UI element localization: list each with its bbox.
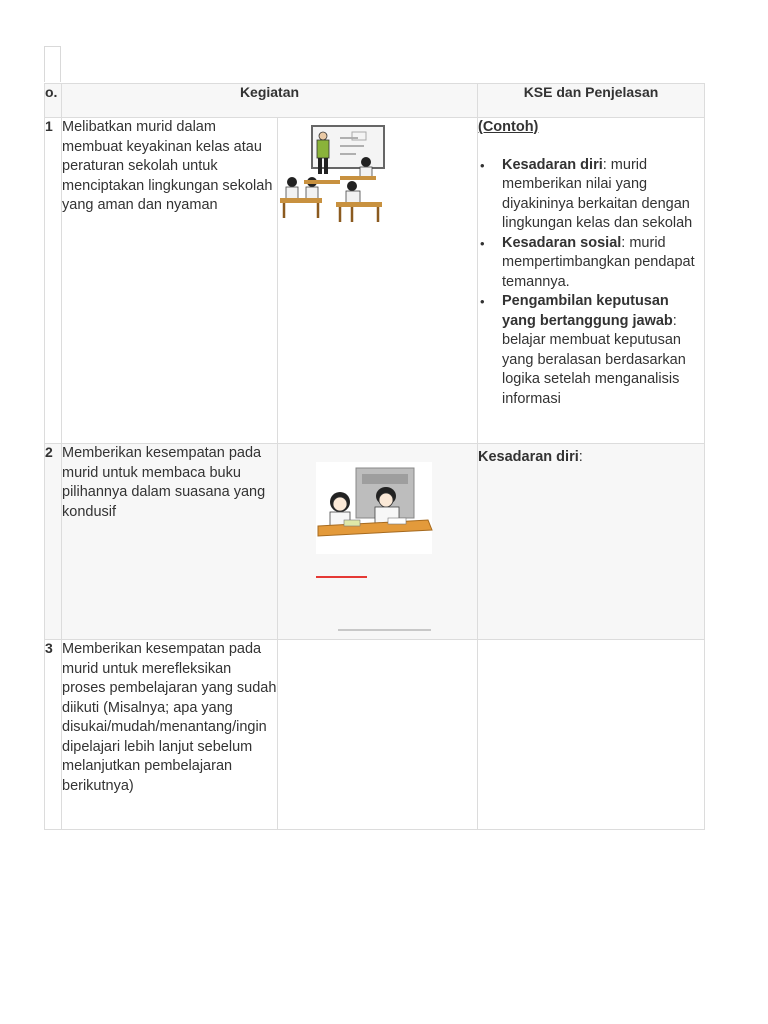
kse-cell <box>478 444 705 640</box>
activity-text: Melibatkan murid dalam membuat keyakinan kelas atau peraturan sekolah untuk menciptakan lingkungan sekolah yang aman dan nyaman <box>62 118 278 444</box>
kse-point-title: Pengambilan keputusan yang bertanggung jawab <box>502 293 673 329</box>
kse-point-title: Kesadaran diri <box>502 156 603 173</box>
kse-label-suffix: : <box>578 449 583 465</box>
activity-text: Memberikan kesempatan pada murid untuk membaca buku pilihannya dalam suasana yang kondusif <box>62 444 278 640</box>
table-corner-stub <box>44 46 61 82</box>
students-reading-illustration <box>278 444 478 634</box>
kse-point-text: : murid mempertimbangkan pendapat temannya. <box>502 234 695 290</box>
row-number: 1 <box>45 118 62 444</box>
kse-points-list <box>478 156 704 410</box>
activity-image-cell <box>278 118 478 444</box>
row-number: 3 <box>45 640 62 830</box>
activity-image-cell <box>278 640 478 830</box>
activity-image-cell <box>278 444 478 640</box>
table-header-row <box>45 84 705 118</box>
activity-table <box>44 83 705 830</box>
row-number: 2 <box>45 444 62 640</box>
kse-point <box>502 234 704 293</box>
kse-point-text: : murid memberikan nilai yang diyakininya berkaitan dengan lingkungan kelas dan sekolah <box>502 156 693 231</box>
table-row <box>45 640 705 830</box>
kse-point-title: Kesadaran sosial <box>502 234 622 251</box>
kse-example-heading: (Contoh) <box>478 119 539 135</box>
kse-cell <box>478 640 705 830</box>
kse-label-title: Kesadaran diri <box>478 449 579 465</box>
header-kse: KSE dan Penjelasan <box>478 84 705 118</box>
table-row <box>45 118 705 444</box>
activity-text: Memberikan kesempatan pada murid untuk merefleksikan proses pembelajaran yang sudah diikuti (Misalnya; apa yang disukai/mudah/menantang/ingin dipelajari lebih lanjut sebelum melanjutkan pembelajaran berikutnya) <box>62 640 278 830</box>
table-row <box>45 444 705 640</box>
kse-point <box>502 292 704 409</box>
page-bottom-margin <box>0 830 768 1024</box>
classroom-teacher-illustration <box>278 122 398 232</box>
header-no: o. <box>45 84 62 118</box>
header-activity: Kegiatan <box>62 84 478 118</box>
kse-point <box>502 156 704 234</box>
kse-point-text: : belajar membuat keputusan yang beralasan berdasarkan logika setelah menganalisis informasi <box>502 312 686 407</box>
kse-cell <box>478 118 705 444</box>
